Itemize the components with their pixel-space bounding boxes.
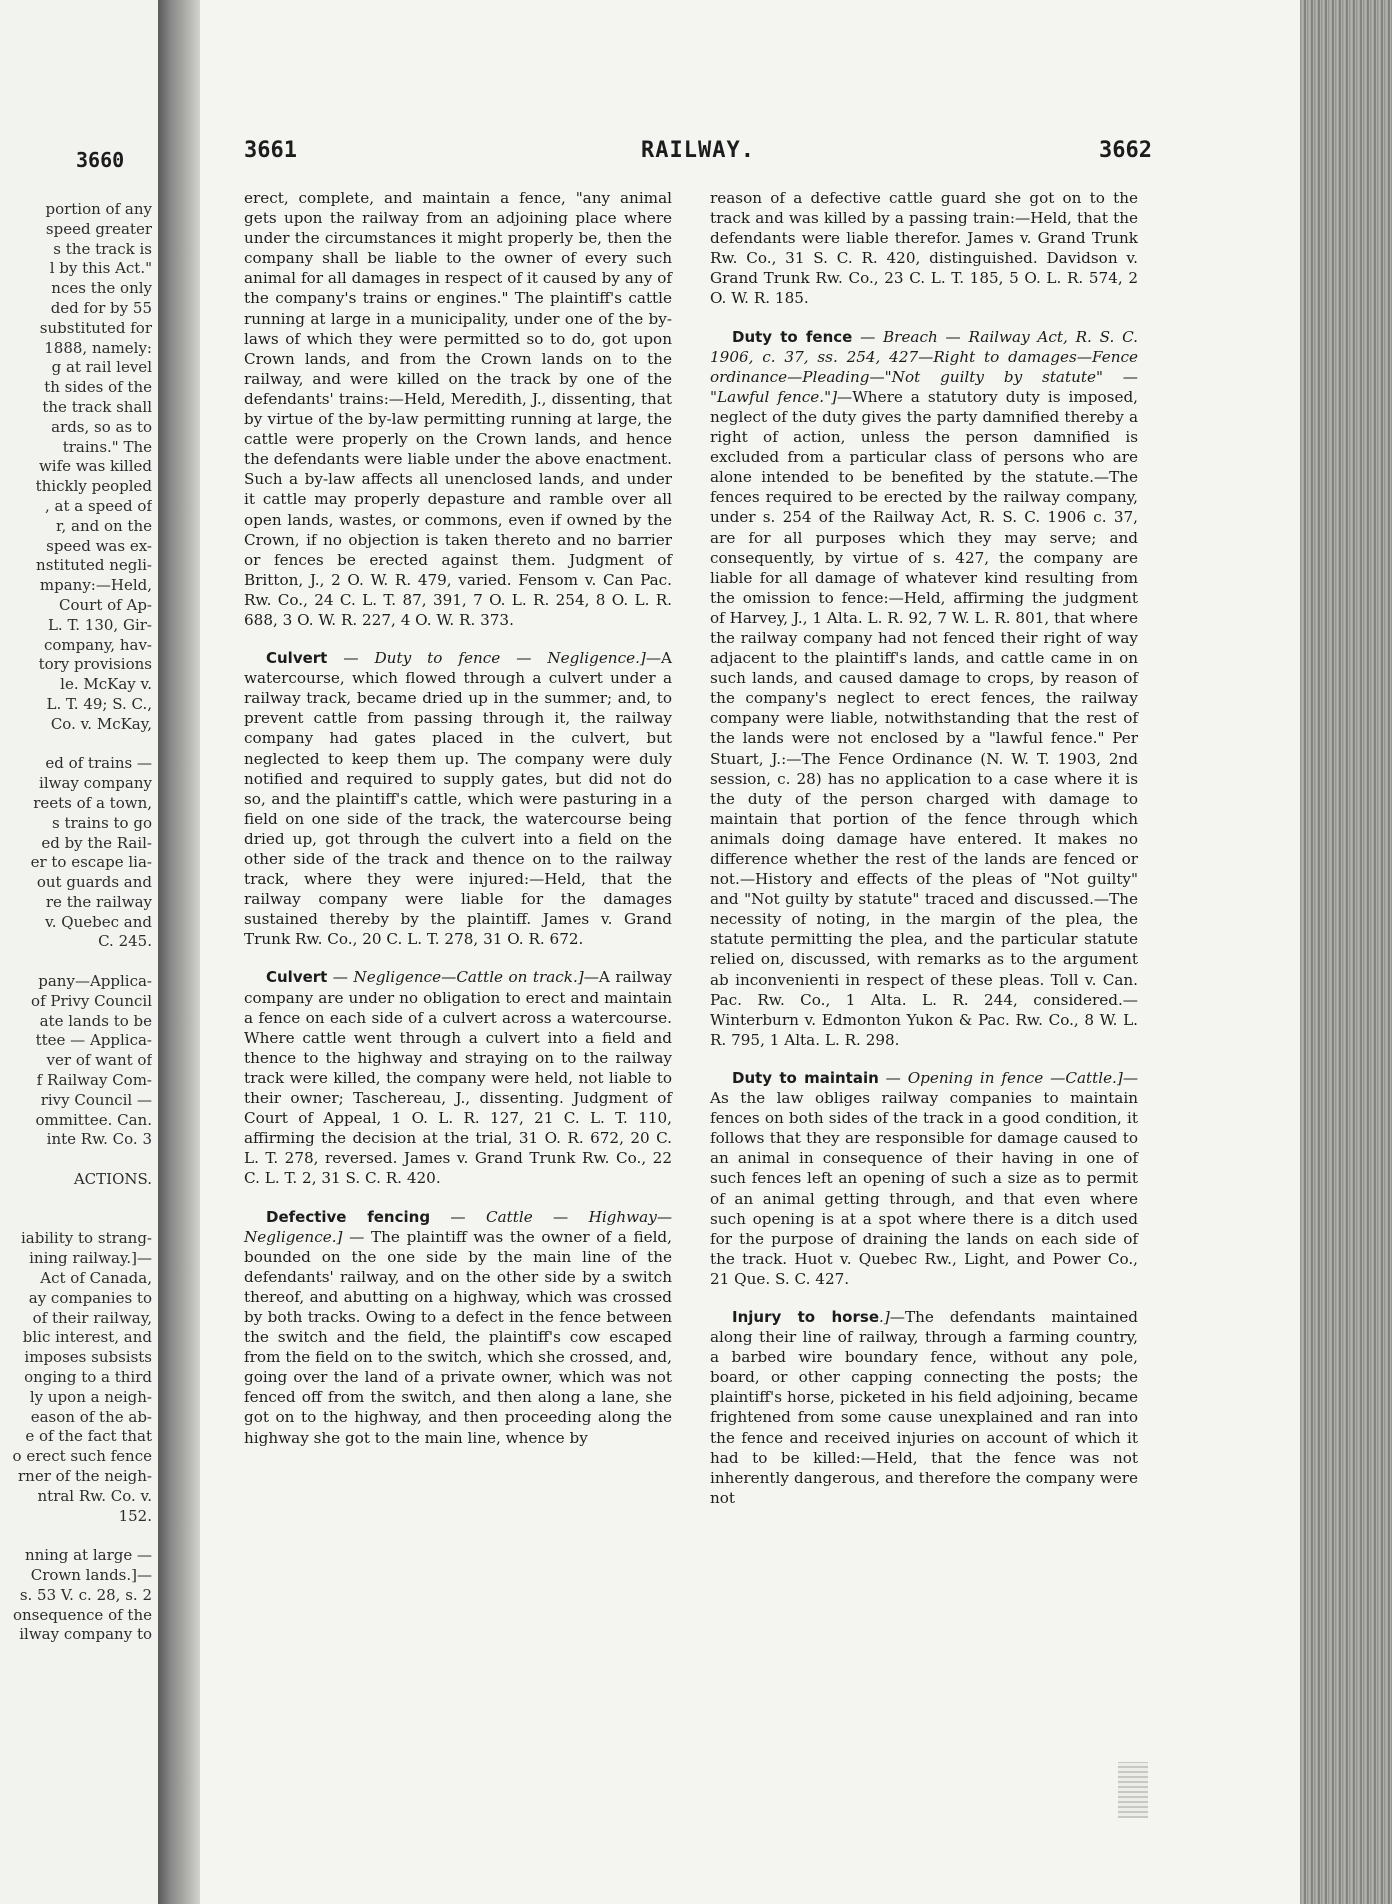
entry: [710, 327, 1138, 1050]
left-page-line: imposes subsists: [24, 1348, 152, 1367]
left-page-line: Court of Ap-: [59, 595, 152, 614]
entry-text: —Where a statutory duty is imposed, neglect of the duty gives the party damnified thereby a right of action, unless the person damnified is excluded from a particular class of persons who are alone intended to be benefited by the statute.—The fences required to be erected by the railway company, under s. 254 of the Railway Act, R. S. C. 1906 c. 37, are for all purposes which they may serve; and consequently, by virtue of s. 427, the company are liable for all damage of whatever kind resulting from the omission to fence:—Held, affirming the judgment of Harvey, J., 1 Alta. L. R. 92, 7 W. L. R. 801, that where the railway company had not fenced their right of way adjacent to the plaintiff's lands, and cattle came in on such lands, and caused damage to crops, by reason of the company's neglect to erect fences, the railway company were liable, notwithstanding that the rest of the lands were not enclosed by a "lawful fence." Per Stuart, J.:—The Fence Ordinance (N. W. T. 1903, 2nd session, c. 28) has no application to a case where it is the duty of the person charged with damage to maintain that portion of the fence through which animals doing damage have entered. It makes no difference whether the rest of the lands are fenced or not.—History and effects of the pleas of "Not guilty" and "Not guilty by statute" traced and discussed.—The necessity of noting, in the margin of the plea, the statute permitting the plea, and the particular statute relied on, discussed, with remarks as to the argument ab inconvenienti in respect of these pleas. Toll v. Can. Pac. Rw. Co., 1 Alta. L. R. 244, considered.—Winterburn v. Edmonton Yukon & Pac. Rw. Co., 8 W. L. R. 795, 1 Alta. L. R. 298.: [710, 387, 1138, 1049]
left-page-line: onging to a third: [24, 1368, 152, 1387]
left-page-number: 3660: [76, 148, 125, 172]
column-left: [244, 188, 672, 1448]
entry: [244, 648, 672, 949]
left-page-line: speed was ex-: [46, 536, 152, 555]
entry-subheading: — Duty to fence — Negligence.]: [327, 649, 646, 668]
entry-text: — The plaintiff was the owner of a field, bounded on the one side by the main line of the defendants' railway, and on the other side by a switch thereof, and abutting on a highway, which was crossed by both tracks. Owing to a defect in the fence between the switch and the field, the plaintiff's cow escaped from the field on to the switch, which she crossed, and, going over the land of a private owner, which was not fenced off from the switch, and then along a lane, she got on to the highway, and then proceeding along the highway she got to the main line, whence by: [244, 1227, 672, 1447]
left-page-line: wife was killed: [38, 457, 152, 476]
left-page-line: nstituted negli-: [36, 556, 152, 575]
left-page-line: ed of trains —: [45, 754, 152, 773]
left-page-line: ed by the Rail-: [41, 833, 152, 852]
left-page-line: thickly peopled: [35, 477, 152, 496]
left-page-line: Crown lands.]—: [30, 1565, 152, 1584]
left-page-line: s the track is: [53, 239, 152, 258]
entry: [244, 967, 672, 1188]
left-page-line: Co. v. McKay,: [50, 714, 152, 733]
left-page-line: reets of a town,: [33, 793, 152, 812]
left-page-line: ntral Rw. Co. v.: [37, 1486, 152, 1505]
left-page-line: ining railway.]—: [29, 1249, 152, 1268]
left-page-line: speed greater: [45, 219, 152, 238]
left-page-line: ay companies to: [28, 1288, 152, 1307]
entry-heading: Culvert: [266, 968, 328, 987]
left-page-line: rner of the neigh-: [18, 1467, 152, 1485]
left-page-line: trains." The: [62, 437, 152, 456]
left-page-line: l by this Act.": [49, 259, 152, 278]
left-page-line: portion of any: [45, 200, 152, 218]
left-page-line: ilway company: [39, 774, 152, 793]
left-page-line: le. McKay v.: [60, 675, 152, 694]
left-page-line: L. T. 49; S. C.,: [46, 694, 152, 713]
left-page-line: [0, 1210, 152, 1230]
entry: [244, 1207, 672, 1448]
left-page-text: [0, 200, 152, 1645]
left-page-line: ver of want of: [46, 1051, 152, 1070]
left-page-line: [0, 1150, 152, 1170]
left-page-line: er to escape lia-: [30, 853, 152, 872]
left-page-line: f Railway Com-: [36, 1071, 152, 1090]
left-page-line: mpany:—Held,: [39, 576, 152, 595]
left-page-line: of their railway,: [32, 1308, 152, 1327]
entry: [710, 1307, 1138, 1508]
header-left-number: 3661: [244, 138, 297, 163]
left-page: [0, 0, 160, 1904]
entry-heading: Duty to fence: [732, 327, 853, 346]
left-page-line: [0, 1190, 152, 1210]
left-page-line: ommittee. Can.: [35, 1110, 152, 1129]
entry: [710, 1068, 1138, 1289]
entry-text: —As the law obliges railway companies to maintain fences on both sides of the track in a good condition, it follows that they are responsible for damage caused to an animal in consequence of their having in one of such fences left an opening of such a size as to permit of an animal getting through, and that even where such opening is at a spot where there is a ditch used for the purpose of draining the lands on each side of the track. Huot v. Quebec Rw., Light, and Power Co., 21 Que. S. C. 427.: [710, 1068, 1139, 1288]
left-page-line: blic interest, and: [22, 1328, 152, 1347]
paragraph: erect, complete, and maintain a fence, "any animal gets upon the railway from an adjoining place where under the circumstances it might properly be, then the company shall be liable to the owner of every such animal for all damages in respect of it caused by any of the company's trains or engines." The plaintiff's cattle running at large in a municipality, under one of the by-laws of which they were permitted so to do, got upon Crown lands, and from the Crown lands on to the railway, and were killed on the track by one of the defendants' trains:—Held, Meredith, J., dissenting, that by virtue of the by-law permitting running at large, the cattle were properly on the Crown lands, and hence the defendants were liable under the above enactment. Such a by-law affects all unenclosed lands, and under it cattle may properly depasture and ramble over all open lands, wastes, or commons, even if owned by the Crown, if no objection is taken thereto and no barrier or fences be erected against them. Judgment of Britton, J., 2 O. W. R. 479, varied. Fensom v. Can Pac. Rw. Co., 24 C. L. T. 87, 391, 7 O. L. R. 254, 8 O. L. R. 688, 3 O. W. R. 227, 4 O. W. R. 373.: [244, 189, 672, 629]
left-page-line: r, and on the: [55, 516, 152, 535]
left-page-line: ly upon a neigh-: [29, 1387, 152, 1406]
entry-subheading: — Breach — Railway Act, R. S. C. 1906, c. 37, ss. 254, 427—Right to damages—Fence ordinance—Pleading—"Not guilty by statute" — "Lawful fence."]: [710, 327, 1138, 406]
left-page-line: [0, 735, 152, 755]
left-page-line: nces the only: [51, 279, 152, 298]
left-page-line: 1888, namely:: [44, 338, 152, 357]
left-page-line: eason of the ab-: [30, 1407, 152, 1426]
left-page-line: onsequence of the: [12, 1605, 152, 1624]
column-right: [710, 188, 1138, 1508]
left-page-line: , at a speed of: [45, 496, 152, 515]
left-page-line: ards, so as to: [51, 417, 152, 436]
left-page-line: ded for by 55: [50, 298, 152, 317]
entry-subheading: — Opening in fence —Cattle.]: [878, 1068, 1123, 1087]
left-page-line: nning at large —: [24, 1546, 152, 1565]
book-gutter: [158, 0, 202, 1904]
left-page-line: substituted for: [39, 318, 152, 337]
left-page-line: ACTIONS.: [73, 1170, 152, 1189]
left-page-line: th sides of the: [44, 378, 152, 397]
entry-subheading: .]: [879, 1307, 890, 1326]
left-page-line: of Privy Council: [31, 991, 152, 1010]
left-page-line: ttee — Applica-: [35, 1031, 152, 1050]
left-page-line: v. Quebec and: [45, 912, 152, 931]
left-page-line: tory provisions: [38, 655, 152, 674]
left-page-line: ilway company to: [19, 1625, 152, 1644]
library-stamp: [1118, 1762, 1148, 1818]
left-page-line: C. 245.: [98, 932, 152, 951]
left-page-line: the track shall: [42, 397, 152, 416]
header-right-number: 3662: [1099, 138, 1152, 163]
left-page-line: rivy Council —: [40, 1090, 152, 1109]
left-page-line: s. 53 V. c. 28, s. 2: [19, 1585, 152, 1604]
page-header: [244, 138, 1152, 168]
left-page-line: e of the fact that: [25, 1427, 152, 1446]
entry-text: —A railway company are under no obligation to erect and maintain a fence on each side of a culvert across a watercourse. Where cattle went through a culvert into a field and thence to the highway and straying on to the railway track were killed, the company were held, not liable to their owner; Taschereau, J., dissenting. Judgment of Court of Appeal, 1 O. L. R. 127, 21 C. L. T. 110, affirming the decision at the trial, 31 O. R. 672, 20 C. L. T. 278, reversed. James v. Grand Trunk Rw. Co., 22 C. L. T. 2, 31 S. C. R. 420.: [244, 968, 672, 1188]
left-page-line: re the railway: [45, 892, 152, 911]
left-page-line: company, hav-: [43, 635, 152, 654]
paragraph: reason of a defective cattle guard she got on to the track and was killed by a passing train:—Held, that the defendants were liable therefor. James v. Grand Trunk Rw. Co., 31 S. C. R. 420, distinguished. Davidson v. Grand Trunk Rw. Co., 23 C. L. T. 185, 5 O. L. R. 574, 2 O. W. R. 185.: [710, 189, 1138, 308]
left-page-line: L. T. 130, Gir-: [47, 615, 152, 634]
left-page-line: o erect such fence: [12, 1447, 152, 1466]
left-page-line: iability to strang-: [20, 1229, 152, 1248]
page-edges: [1300, 0, 1392, 1904]
entry-subheading: — Negligence—Cattle on track.]: [327, 968, 584, 987]
left-page-line: s trains to go: [52, 813, 152, 832]
left-page-line: [0, 952, 152, 972]
left-page-line: pany—Applica-: [38, 972, 152, 991]
entry-subheading: — Cattle — Highway—Negligence.]: [244, 1207, 673, 1246]
entry-heading: Injury to horse: [732, 1307, 879, 1326]
left-page-line: out guards and: [36, 873, 152, 892]
left-page-line: g at rail level: [51, 358, 152, 377]
left-page-line: [0, 1526, 152, 1546]
page-title: RAILWAY.: [641, 138, 755, 163]
entry-heading: Defective fencing: [266, 1207, 431, 1226]
entry-text: —A watercourse, which flowed through a culvert under a railway track, became dried up in the summer; and, to prevent cattle from passing through it, the railway company had gates placed in the culvert, but neglected to keep them up. The company were duly notified and required to supply gates, but did not do so, and the plaintiff's cattle, which were pasturing in a field on one side of the track, the watercourse being dried up, got through the culvert into a field on the other side of the track and thence on to the railway track, where they were injured:—Held, that the railway company were liable for the damages sustained thereby by the plaintiff. James v. Grand Trunk Rw. Co., 20 C. L. T. 278, 31 O. R. 672.: [244, 649, 672, 949]
left-page-line: 152.: [118, 1506, 152, 1525]
left-page-line: inte Rw. Co. 3: [46, 1130, 152, 1149]
entry-text: —The defendants maintained along their line of railway, through a farming country, a barbed wire boundary fence, without any pole, board, or other capping connecting the posts; the plaintiff's horse, picketed in his field adjoining, became frightened from some cause unexplained and ran into the fence and received injuries on account of which it had to be killed:—Held, that the fence was not inherently dangerous, and therefore the company were not: [710, 1307, 1138, 1507]
left-page-line: ate lands to be: [39, 1011, 152, 1030]
entry-heading: Culvert: [266, 649, 328, 668]
left-page-line: Act of Canada,: [40, 1269, 152, 1288]
entry-heading: Duty to maintain: [732, 1068, 879, 1087]
